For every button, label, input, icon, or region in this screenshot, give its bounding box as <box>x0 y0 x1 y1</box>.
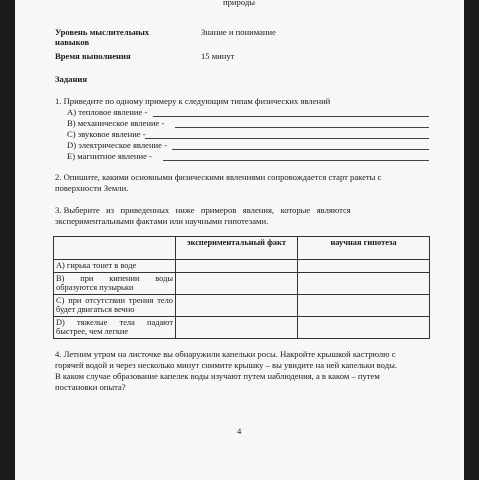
table-row <box>54 260 430 273</box>
row-label-c: С) при отсутствии трения тело будет двигаться вечно <box>54 294 176 316</box>
tasks-heading: Задания <box>55 74 88 84</box>
duration-label: Время выполнения <box>55 51 131 61</box>
thinking-level-label: Уровень мыслительных навыков <box>55 27 150 47</box>
q1-item-b: В) механическое явление - <box>67 118 165 128</box>
q1-answer-line-e[interactable] <box>163 160 429 161</box>
question-1-text: 1. Приведите по одному примеру к следующим типам физических явлений <box>55 96 331 106</box>
table-header-hypothesis: научная гипотеза <box>298 237 430 260</box>
q1-item-c: С) звуковое явление - <box>67 129 146 139</box>
header-fragment: природы <box>223 0 255 7</box>
page-number: 4 <box>237 426 242 436</box>
question-4-line-4: постановки опыта? <box>55 382 126 392</box>
fact-cell-a[interactable] <box>176 260 298 273</box>
table-header-row <box>54 237 430 260</box>
table-row <box>54 272 430 294</box>
row-label-a: А) гирька тонет в воде <box>54 260 176 273</box>
classification-table <box>53 236 430 339</box>
q1-item-d: D) электрическое явление - <box>67 140 167 150</box>
row-label-b: В) при кипении воды образуются пузырьки <box>54 272 176 294</box>
thinking-level-value: Знание и понимание <box>201 27 276 37</box>
table-row <box>54 294 430 316</box>
hypothesis-cell-b[interactable] <box>298 272 430 294</box>
duration-value: 15 минут <box>201 51 235 61</box>
q1-answer-line-a[interactable] <box>153 116 429 117</box>
question-4-line-3: В каком случае образование капелек воды изучают путем наблюдения, а в каком – путем <box>55 371 380 381</box>
question-4-line-1: 4. Летним утром на листочке вы обнаружили капельки росы. Накройте крышкой кастрюлю с <box>55 349 396 359</box>
question-4-line-2: горячей водой и через несколько минут снимите крышку – вы увидите на ней капельки воды. <box>55 360 397 370</box>
q1-answer-line-c[interactable] <box>145 138 429 139</box>
question-2-line-2: поверхности Земли. <box>55 183 129 193</box>
q1-item-a: А) тепловое явление - <box>67 107 148 117</box>
fact-cell-d[interactable] <box>176 316 298 338</box>
q1-answer-line-b[interactable] <box>175 127 429 128</box>
table-row <box>54 316 430 338</box>
hypothesis-cell-a[interactable] <box>298 260 430 273</box>
question-3-line-1: 3. Выберите из приведенных ниже примеров явления, которые являются <box>55 205 351 215</box>
hypothesis-cell-c[interactable] <box>298 294 430 316</box>
fact-cell-b[interactable] <box>176 272 298 294</box>
table-header-empty <box>54 237 176 260</box>
fact-cell-c[interactable] <box>176 294 298 316</box>
table-header-fact: экспериментальный факт <box>176 237 298 260</box>
hypothesis-cell-d[interactable] <box>298 316 430 338</box>
question-3-line-2: экспериментальными фактами или научными гипотезами. <box>55 216 269 226</box>
row-label-d: D) тяжелые тела падают быстрее, чем легкие <box>54 316 176 338</box>
question-2-line-1: 2. Опишите, какими основными физическими явлениями сопровождается старт ракеты с <box>55 172 382 182</box>
document-page <box>15 0 464 480</box>
q1-answer-line-d[interactable] <box>172 149 429 150</box>
q1-item-e: Е) магнитное явление - <box>67 151 152 161</box>
